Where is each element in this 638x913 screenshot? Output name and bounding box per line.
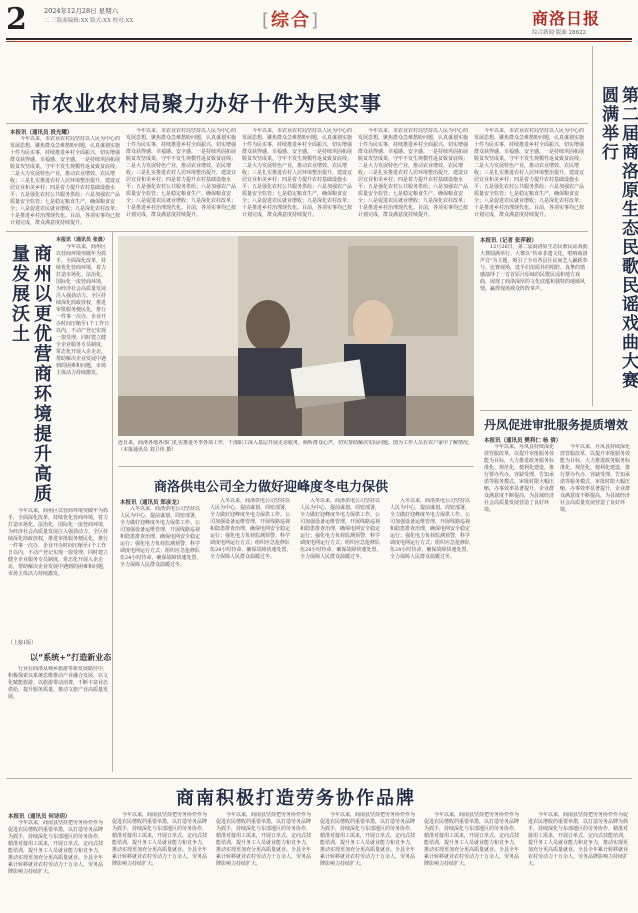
power-headline: 商洛供电公司全力做好迎峰度冬电力保供 — [154, 480, 389, 495]
edition-meta: 综合新闻·版面 28622 — [532, 30, 586, 36]
power-body-col2: 入冬以来，商洛供电公司坚持以人民为中心，提前谋划、周密部署，全力做好迎峰度冬电力保供工作。公司加强设备运维管理，开展线路巡视和隐患排查治理，确保电网安全稳定运行；强化电力负荷监测预警，科学调度电网运行方式；组织应急抢修队伍24小时待命，确保故障快速处置，全力保障人民群众温暖过冬。 — [210, 498, 292, 560]
photo-illustration — [118, 236, 474, 436]
sub-note-body: 行业在商洛从城乡旅游等新发展路径中，积极探索以系统思维推动产业融合发展，以文化赋能旅游，以旅游带动消费，不断丰富业态供给，提升服务质量，推动文旅产业高质量发展。 — [8, 666, 109, 700]
divider — [112, 232, 113, 772]
labor-body-col5: 今年以来，商南县坚持把劳务协作作为促进农民增收的重要举措，以打造劳务品牌为抓手，持续深化与东部地区的劳务协作，精准对接用工需求，开展订单式、定向式技能培训，提升务工人员就业能力和竞争力，推动实现更加充分更高质量就业。全县全年累计转移就业农村劳动力十万余人，劳务品牌影响力持续扩大。 — [424, 812, 520, 867]
danfeng-byline: 本报讯（通讯员 樊利仁 杨 倩） — [484, 438, 562, 444]
main-body-col5: 今年以来，市农业农村局坚持以人民为中心的发展思想，聚焦群众急难愁盼问题，认真谋划实施十件为民实事，持续推进乡村全面振兴，切实增强群众获得感、幸福感、安全感。一是持续巩固拓展脱贫攻坚成果，守牢不发生规模性返贫致贫底线；二是大力发展特色产业，推动农业增效、农民增收；三是扎实推进农村人居环境整治提升，建设宜居宜业和美乡村；四是着力提升农村基础设施水平；五是强化农村公共服务供给；六是加强农产品质量安全监管；七是稳定粮食生产，确保粮食安全；八是促进农民就业增收；九是深化农村改革；十是推进乡村治理现代化。目前，各项实事均已按计划完成，群众满意度持续提升。 — [474, 128, 585, 218]
ecology-body-col1: 今年以来，商州区以营商环境突破年为抓手，全面深化改革，持续优化营商环境，着力打造市场化、法治化、国际化一流营商环境，为经济社会高质量发展注入强劲动力。全区持续深化简政放权，推进审批服务便民化，推行一件事一次办，企业开办时间压缩至1个工作日以内，不动产登记实现一窗受理。同时建立健全企业服务专员制度，常态化开展入企走访，帮助解决企业发展中遇到的困难和问题，市场主体活力持续激发。 — [56, 244, 110, 376]
issue-date: 2024年12月28日 星期六 — [44, 7, 119, 15]
continued-label: （上接1版） — [8, 640, 37, 646]
divider — [118, 466, 474, 467]
danfeng-body-col1: 今年以来，丹凤县持续深化放管服改革，以提升审批服务效能为目标，大力推进政务服务标准化、规范化、便利化建设，推行帮办代办、容缺受理、告知承诺等服务模式，审批时限大幅压缩，办事效率显著提升，企业群众满意度不断提高，为县域经济社会高质量发展营造了良好环境。 — [484, 444, 555, 513]
ecology-byline: 本报讯（通讯员 张晨） — [56, 237, 108, 243]
section-label: 综合 — [271, 10, 312, 31]
divider — [6, 123, 588, 124]
labor-body-col6: 今年以来，商南县坚持把劳务协作作为促进农民增收的重要举措，以打造劳务品牌为抓手，持续深化与东部地区的劳务协作，精准对接用工需求，开展订单式、定向式技能培训，提升务工人员就业能力和竞争力，推动实现更加充分更高质量就业。全县全年累计转移就业农村劳动力十万余人，劳务品牌影响力持续扩大。 — [528, 812, 629, 867]
page-number: 2 — [6, 2, 27, 37]
labor-body-col2: 今年以来，商南县坚持把劳务协作作为促进农民增收的重要举措，以打造劳务品牌为抓手，持续深化与东部地区的劳务协作，精准对接用工需求，开展订单式、定向式技能培训，提升务工人员就业能力和竞争力，推动实现更加充分更高质量就业。全县全年累计转移就业农村劳动力十万余人，劳务品牌影响力持续扩大。 — [112, 812, 208, 867]
labor-body-col1: 今年以来，商南县坚持把劳务协作作为促进农民增收的重要举措，以打造劳务品牌为抓手，持续深化与东部地区的劳务协作，精准对接用工需求，开展订单式、定向式技能培训，提升务工人员就业能力和竞争力，推动实现更加充分更高质量就业。全县全年累计转移就业农村劳动力十万余人，劳务品牌影响力持续扩大。 — [8, 820, 104, 875]
divider — [6, 778, 632, 779]
contest-body: 12月26日，第二届商洛原生态民歌民谣戏曲大赛圆满举行。大赛以“传承非遗文化，唱响商洛声音”为主题，吸引了全市各县区民间艺人踊跃参与。比赛现场，选手们用质朴的唱腔、真挚的情感演绎了一首首原汁原味的民歌民谣和地方戏曲，展现了商洛深厚的文化底蕴和独特的地域风情，赢得现场观众阵阵掌声。 — [480, 244, 588, 292]
power-body-col3: 入冬以来，商洛供电公司坚持以人民为中心，提前谋划、周密部署，全力做好迎峰度冬电力保供工作。公司加强设备运维管理，开展线路巡视和隐患排查治理，确保电网安全稳定运行；强化电力负荷监测预警，科学调度电网运行方式；组织应急抢修队伍24小时待命，确保故障快速处置，全力保障人民群众温暖过冬。 — [300, 498, 382, 560]
main-headline: 市农业农村局聚力办好十件为民实事 — [30, 91, 382, 116]
editor-info: 二 三版面编辑:XX 版式:XX 校对:XX — [44, 18, 134, 24]
header-accent-rule — [6, 41, 632, 42]
main-body-col3: 今年以来，市农业农村局坚持以人民为中心的发展思想，聚焦群众急难愁盼问题，认真谋划实施十件为民实事，持续推进乡村全面振兴，切实增强群众获得感、幸福感、安全感。一是持续巩固拓展脱贫攻坚成果，守牢不发生规模性返贫致贫底线；二是大力发展特色产业，推动农业增效、农民增收；三是扎实推进农村人居环境整治提升，建设宜居宜业和美乡村；四是着力提升农村基础设施水平；五是强化农村公共服务供给；六是加强农产品质量安全监管；七是稳定粮食生产，确保粮食安全；八是促进农民就业增收；九是深化农村改革；十是推进乡村治理现代化。目前，各项实事均已按计划完成，群众满意度持续提升。 — [242, 128, 353, 218]
danfeng-headline: 丹凤促进审批服务提质增效 — [484, 418, 629, 432]
header-rule — [6, 38, 632, 40]
labor-byline: 本报讯（通讯员 何诗玥） — [8, 814, 71, 820]
main-byline: 本报讯（通讯员 段光耀） — [10, 130, 73, 136]
divider — [6, 231, 588, 232]
main-body-col4: 今年以来，市农业农村局坚持以人民为中心的发展思想，聚焦群众急难愁盼问题，认真谋划实施十件为民实事，持续推进乡村全面振兴，切实增强群众获得感、幸福感、安全感。一是持续巩固拓展脱贫攻坚成果，守牢不发生规模性返贫致贫底线；二是大力发展特色产业，推动农业增效、农民增收；三是扎实推进农村人居环境整治提升，建设宜居宜业和美乡村；四是着力提升农村基础设施水平；五是强化农村公共服务供给；六是加强农产品质量安全监管；七是稳定粮食生产，确保粮食安全；八是促进农民就业增收；九是深化农村改革；十是推进乡村治理现代化。目前，各项实事均已按计划完成，群众满意度持续提升。 — [358, 128, 469, 218]
contest-byline: 本报讯（记者 张萍毅） — [480, 238, 537, 244]
labor-body-col3: 今年以来，商南县坚持把劳务协作作为促进农民增收的重要举措，以打造劳务品牌为抓手，持续深化与东部地区的劳务协作，精准对接用工需求，开展订单式、定向式技能培训，提升务工人员就业能力和竞争力，推动实现更加充分更高质量就业。全县全年累计转移就业农村劳动力十万余人，劳务品牌影响力持续扩大。 — [216, 812, 312, 867]
power-body-col4: 入冬以来，商洛供电公司坚持以人民为中心，提前谋划、周密部署，全力做好迎峰度冬电力保供工作。公司加强设备运维管理，开展线路巡视和隐患排查治理，确保电网安全稳定运行；强化电力负荷监测预警，科学调度电网运行方式；组织应急抢修队伍24小时待命，确保故障快速处置，全力保障人民群众温暖过冬。 — [390, 498, 472, 560]
divider — [480, 410, 632, 411]
divider — [592, 46, 593, 406]
main-body-col2: 今年以来，市农业农村局坚持以人民为中心的发展思想，聚焦群众急难愁盼问题，认真谋划实施十件为民实事，持续推进乡村全面振兴，切实增强群众获得感、幸福感、安全感。一是持续巩固拓展脱贫攻坚成果，守牢不发生规模性返贫致贫底线；二是大力发展特色产业，推动农业增效、农民增收；三是扎实推进农村人居环境整治提升，建设宜居宜业和美乡村；四是着力提升农村基础设施水平；五是强化农村公共服务供给；六是加强农产品质量安全监管；七是稳定粮食生产，确保粮食安全；八是促进农民就业增收；九是深化农村改革；十是推进乡村治理现代化。目前，各项实事均已按计划完成，群众满意度持续提升。 — [126, 128, 237, 218]
labor-body-col4: 今年以来，商南县坚持把劳务协作作为促进农民增收的重要举措，以打造劳务品牌为抓手，持续深化与东部地区的劳务协作，精准对接用工需求，开展订单式、定向式技能培训，提升务工人员就业能力和竞争力，推动实现更加充分更高质量就业。全县全年累计转移就业农村劳动力十万余人，劳务品牌影响力持续扩大。 — [320, 812, 416, 867]
photo-caption: 连日来，商洛各地各部门扎实推进冬季各项工作，干部职工深入基层开展走访服务，倾听群众心声，切实帮助解决实际问题。图为工作人员在农户家中了解情况。（本报通讯员 刘卫伟 摄） — [118, 440, 474, 453]
sub-headline: 以“系统+”打造新业态 — [30, 653, 112, 662]
power-byline: 本报讯（通讯员 郑彦龙） — [120, 500, 183, 506]
ecology-body-col2: 今年以来，商州区以营商环境突破年为抓手，全面深化改革，持续优化营商环境，着力打造市场化、法治化、国际化一流营商环境，为经济社会高质量发展注入强劲动力。全区持续深化简政放权，推进审批服务便民化，推行一件事一次办，企业开办时间压缩至1个工作日以内，不动产登记实现一窗受理。同时建立健全企业服务专员制度，常态化开展入企走访，帮助解决企业发展中遇到的困难和问题，市场主体活力持续激发。 — [8, 508, 109, 577]
main-body-col1: 今年以来，市农业农村局坚持以人民为中心的发展思想，聚焦群众急难愁盼问题，认真谋划实施十件为民实事，持续推进乡村全面振兴，切实增强群众获得感、幸福感、安全感。一是持续巩固拓展脱贫攻坚成果，守牢不发生规模性返贫致贫底线；二是大力发展特色产业，推动农业增效、农民增收；三是扎实推进农村人居环境整治提升，建设宜居宜业和美乡村；四是着力提升农村基础设施水平；五是强化农村公共服务供给；六是加强农产品质量安全监管；七是稳定粮食生产，确保粮食安全；八是促进农民就业增收；九是深化农村改革；十是推进乡村治理现代化。目前，各项实事均已按计划完成，群众满意度持续提升。 — [10, 136, 121, 226]
power-body-col1: 入冬以来，商洛供电公司坚持以人民为中心，提前谋划、周密部署，全力做好迎峰度冬电力保供工作。公司加强设备运维管理，开展线路巡视和隐患排查治理，确保电网安全稳定运行；强化电力负荷监测预警，科学调度电网运行方式；组织应急抢修队伍24小时待命，确保故障快速处置，全力保障人民群众温暖过冬。 — [120, 506, 202, 568]
page-header — [0, 0, 638, 42]
labor-headline: 商南积极打造劳务协作品牌 — [176, 788, 416, 809]
section-name: [综合] — [262, 10, 321, 31]
newspaper-logo: 商洛日报 — [532, 9, 601, 28]
news-photo — [118, 236, 474, 436]
danfeng-body-col2: 今年以来，丹凤县持续深化放管服改革，以提升审批服务效能为目标，大力推进政务服务标准化、规范化、便利化建设，推行帮办代办、容缺受理、告知承诺等服务模式，审批时限大幅压缩，办事效率显著提升，企业群众满意度不断提高，为县域经济社会高质量发展营造了良好环境。 — [560, 444, 631, 513]
ecology-headline: 商州以更优营商环境提升高质量发展沃土 — [9, 244, 52, 504]
contest-headline: 第二届商洛原生态民歌民谣戏曲大赛圆满举行 — [598, 86, 638, 390]
